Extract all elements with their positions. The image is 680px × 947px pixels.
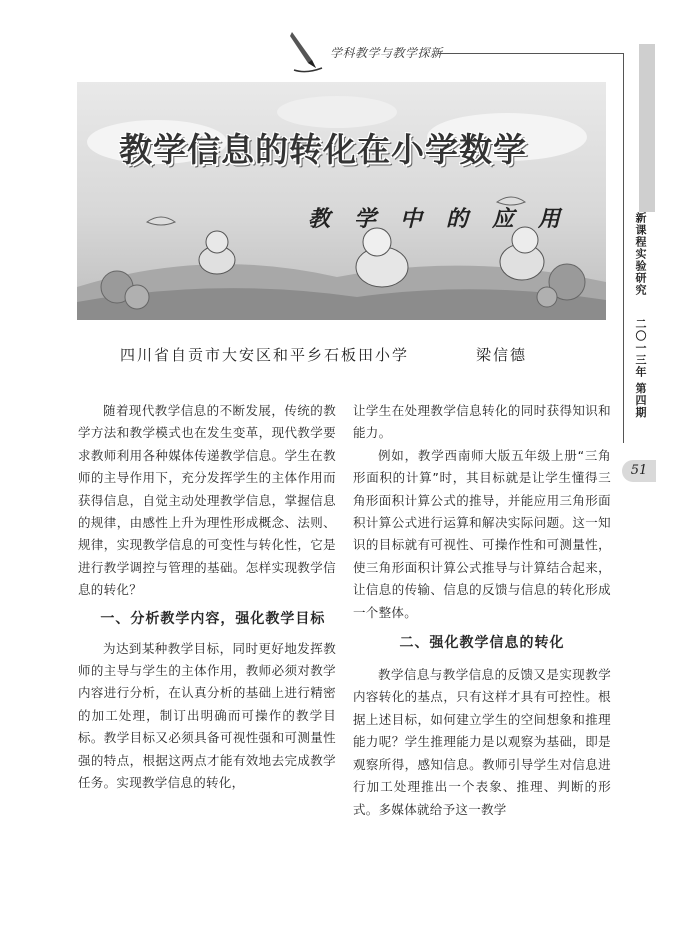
paragraph: 例如，教学西南师大版五年级上册“三角形面积的计算”时，其目标就是让学生懂得三角形面积计算公式的推导，并能应用三角形面积计算公式进行运算和解决实际问题。这一知识的目标就有可视性、可操作性和可测量性，使三角形面积计算公式推导与计算结合起来，让信息的传输、信息的反馈与信息的转化形成一个整体。 bbox=[353, 447, 611, 620]
paragraph: 为达到某种教学目标，同时更好地发挥教师的主导与学生的主体作用，教师必须对教学内容进行分析，在认真分析的基础上进行精密的加工处理，制订出明确而可操作的教学目标。教学目标又必须具备可视性强和可测量性强的特点，根据这两点才能有效地去完成教学任务。实现教学信息的转化， bbox=[78, 640, 336, 791]
title-char: 学 bbox=[348, 200, 382, 234]
section-heading: 一、分析教学内容，强化教学目标 bbox=[100, 610, 326, 627]
title-banner bbox=[77, 82, 606, 320]
journal-year: 二〇一三年 bbox=[634, 317, 647, 378]
journal-name: 新课程实验研究 bbox=[634, 212, 647, 296]
journal-info bbox=[626, 212, 654, 432]
paragraph: 让学生在处理教学信息转化的同时获得知识和能力。 bbox=[353, 403, 611, 441]
section-heading: 二、强化教学信息的转化 bbox=[399, 635, 565, 652]
author-name: 梁信德 bbox=[476, 346, 528, 364]
journal-issue: 第四期 bbox=[634, 382, 647, 419]
section-label: 学科教学与教学探新 bbox=[330, 46, 443, 60]
margin-rule bbox=[623, 53, 624, 443]
paragraph: 教学信息与教学信息的反馈又是实现教学内容转化的基点，只有这样才具有可控性。根据上述目标，如何建立学生的空间想象和推理能力呢？学生推理能力是以观察为基础，即是观察所得，感知信息。教师引导学生对信息进行加工处理推出一个表象、推理、判断的形式。多媒体就给予这一教学 bbox=[353, 667, 611, 817]
body-column-right bbox=[353, 400, 611, 821]
page-number: 51 bbox=[630, 463, 648, 478]
body-column-left bbox=[78, 400, 336, 795]
title-char: 中 bbox=[394, 200, 428, 234]
title-char: 的 bbox=[440, 200, 474, 234]
title-char: 用 bbox=[532, 200, 566, 234]
pen-nib-icon bbox=[288, 30, 324, 74]
title-char: 应 bbox=[486, 200, 520, 234]
margin-bar bbox=[639, 44, 655, 212]
header-rule bbox=[438, 53, 623, 54]
title-char: 教 bbox=[302, 200, 336, 234]
paragraph: 随着现代教学信息的不断发展，传统的教学方法和教学模式也在发生变革，现代教学要求教师利用各种媒体传递教学信息。学生在教师的主导作用下，充分发挥学生的主体作用而获得信息，自觉主动处理教学信息，掌握信息的规律，由感性上升为理性形成概念、法则、规律，实现教学信息的可变性与转化性，它是进行教学调控与管理的基础。怎样实现教学信息的转化？ bbox=[78, 403, 336, 598]
article-title: 教学信息的转化在小学数学 bbox=[119, 130, 527, 169]
author-affiliation: 四川省自贡市大安区和平乡石板田小学 bbox=[120, 346, 410, 364]
journal-sep bbox=[626, 301, 654, 313]
article-title-line2 bbox=[302, 200, 566, 234]
